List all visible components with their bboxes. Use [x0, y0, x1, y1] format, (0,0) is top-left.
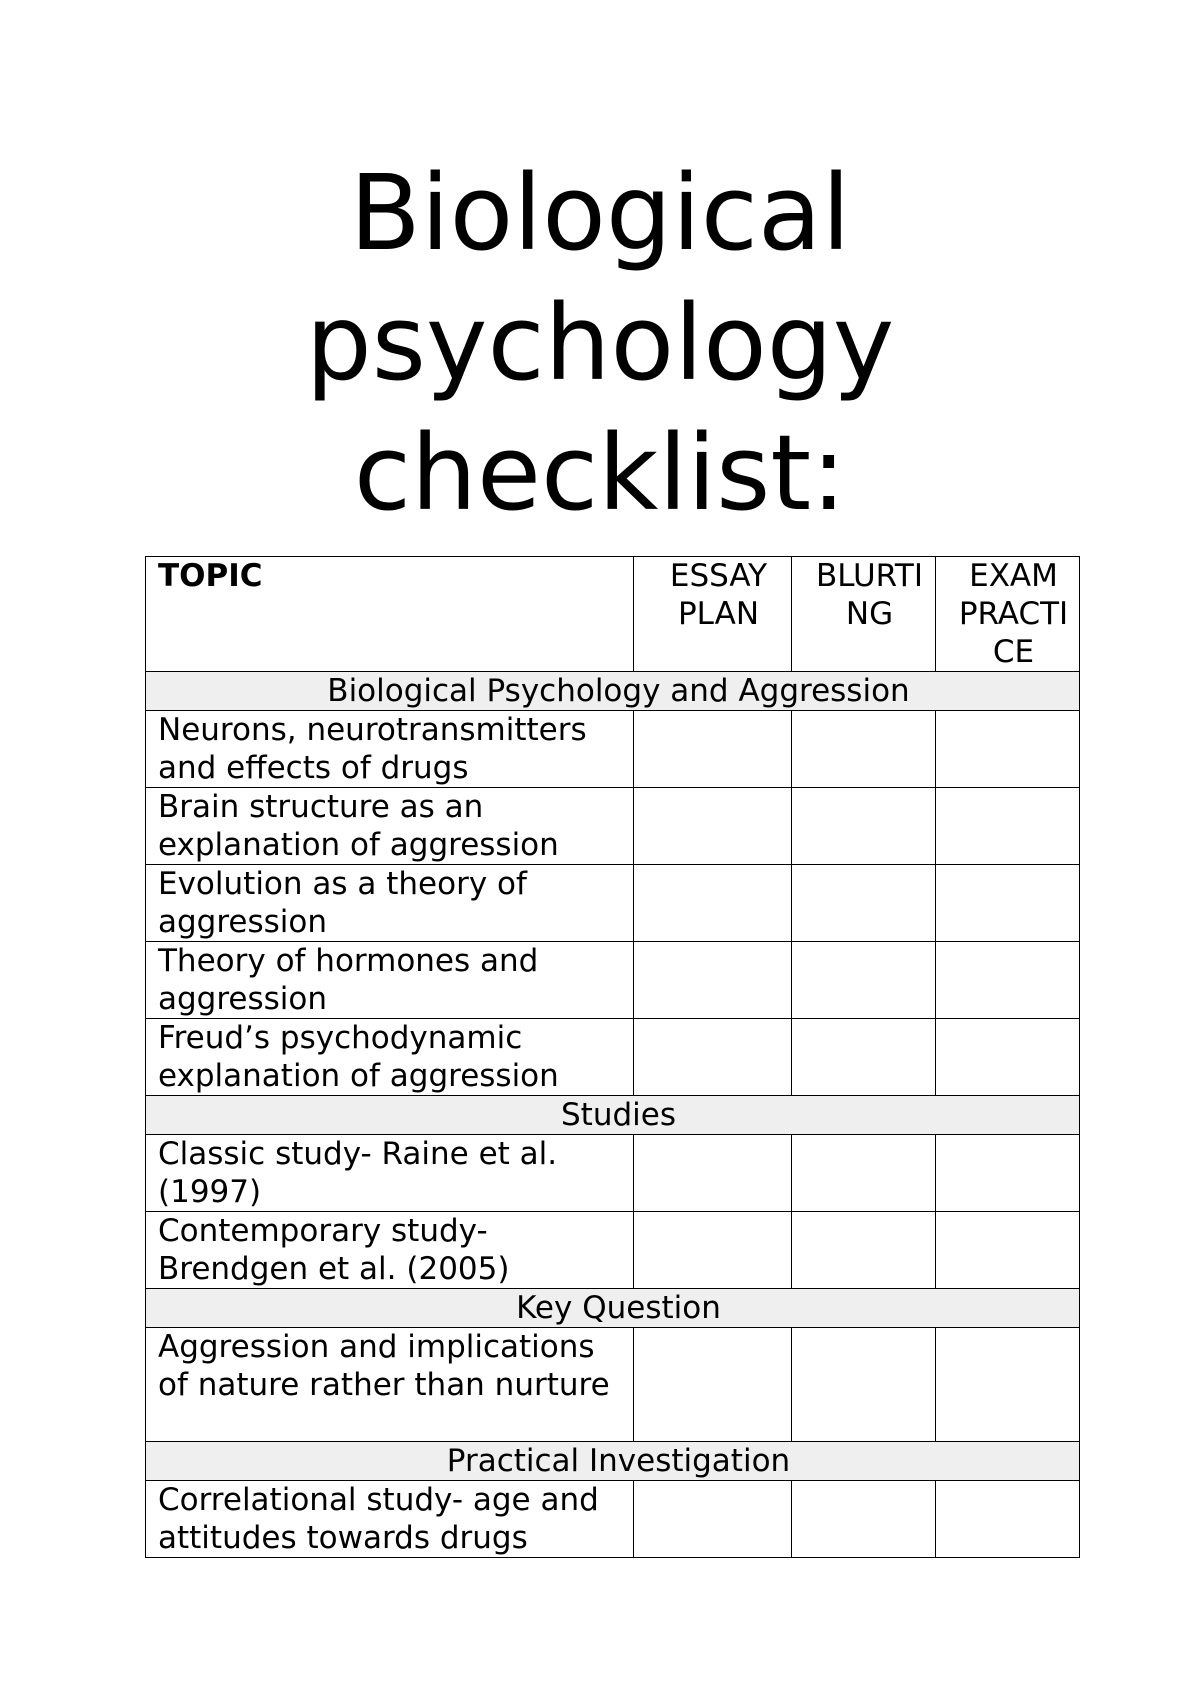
blurting-checkbox-cell[interactable]: [792, 1481, 936, 1558]
topic-cell: Classic study- Raine et al. (1997): [146, 1135, 634, 1212]
topic-cell: Brain structure as an explanation of aggression: [146, 788, 634, 865]
table-row: [146, 942, 1080, 1019]
table-row: [146, 865, 1080, 942]
essay-plan-checkbox-cell[interactable]: [634, 1481, 792, 1558]
topic-cell: Correlational study- age and attitudes towards drugs: [146, 1481, 634, 1558]
table-row: [146, 1135, 1080, 1212]
blurting-checkbox-cell[interactable]: [792, 1212, 936, 1289]
header-row: [146, 557, 1080, 672]
blurting-checkbox-cell[interactable]: [792, 1135, 936, 1212]
title-line-3: checklist:: [353, 412, 847, 534]
exam-practice-checkbox-cell[interactable]: [936, 1212, 1080, 1289]
exam-practice-checkbox-cell[interactable]: [936, 942, 1080, 1019]
exam-practice-checkbox-cell[interactable]: [936, 865, 1080, 942]
topic-cell: Evolution as a theory of aggression: [146, 865, 634, 942]
exam-practice-checkbox-cell[interactable]: [936, 1328, 1080, 1442]
table-row: [146, 1328, 1080, 1442]
essay-plan-header: ESSAY PLAN: [634, 557, 792, 672]
section-row: [146, 1096, 1080, 1135]
section-label: Key Question: [146, 1289, 1080, 1328]
topic-cell: Aggression and implications of nature rather than nurture: [146, 1328, 634, 1442]
checklist-table: [145, 556, 1080, 1558]
exam-practice-checkbox-cell[interactable]: [936, 1019, 1080, 1096]
essay-plan-checkbox-cell[interactable]: [634, 1135, 792, 1212]
page-title: [0, 148, 1200, 538]
section-row: [146, 1442, 1080, 1481]
blurting-checkbox-cell[interactable]: [792, 942, 936, 1019]
blurting-checkbox-cell[interactable]: [792, 788, 936, 865]
exam-practice-checkbox-cell[interactable]: [936, 711, 1080, 788]
blurting-checkbox-cell[interactable]: [792, 865, 936, 942]
section-label: Biological Psychology and Aggression: [146, 672, 1080, 711]
section-row: [146, 1289, 1080, 1328]
section-row: [146, 672, 1080, 711]
essay-plan-checkbox-cell[interactable]: [634, 942, 792, 1019]
title-line-2: psychology: [305, 282, 895, 404]
blurting-checkbox-cell[interactable]: [792, 1328, 936, 1442]
table-row: [146, 1481, 1080, 1558]
topic-cell: Freud’s psychodynamic explanation of aggression: [146, 1019, 634, 1096]
exam-practice-checkbox-cell[interactable]: [936, 1481, 1080, 1558]
exam-practice-checkbox-cell[interactable]: [936, 1135, 1080, 1212]
essay-plan-checkbox-cell[interactable]: [634, 865, 792, 942]
topic-header: TOPIC: [146, 557, 634, 672]
table-row: [146, 788, 1080, 865]
essay-plan-checkbox-cell[interactable]: [634, 1212, 792, 1289]
blurting-checkbox-cell[interactable]: [792, 711, 936, 788]
essay-plan-checkbox-cell[interactable]: [634, 788, 792, 865]
section-label: Practical Investigation: [146, 1442, 1080, 1481]
title-line-1: Biological: [349, 152, 851, 274]
table-row: [146, 1212, 1080, 1289]
exam-practice-header: EXAM PRACTI CE: [936, 557, 1080, 672]
topic-cell: Neurons, neurotransmitters and effects of drugs: [146, 711, 634, 788]
table-row: [146, 711, 1080, 788]
essay-plan-checkbox-cell[interactable]: [634, 1019, 792, 1096]
blurting-checkbox-cell[interactable]: [792, 1019, 936, 1096]
topic-cell: Contemporary study- Brendgen et al. (2005): [146, 1212, 634, 1289]
table-row: [146, 1019, 1080, 1096]
exam-practice-checkbox-cell[interactable]: [936, 788, 1080, 865]
essay-plan-checkbox-cell[interactable]: [634, 711, 792, 788]
essay-plan-checkbox-cell[interactable]: [634, 1328, 792, 1442]
section-label: Studies: [146, 1096, 1080, 1135]
blurting-header: BLURTI NG: [792, 557, 936, 672]
topic-cell: Theory of hormones and aggression: [146, 942, 634, 1019]
